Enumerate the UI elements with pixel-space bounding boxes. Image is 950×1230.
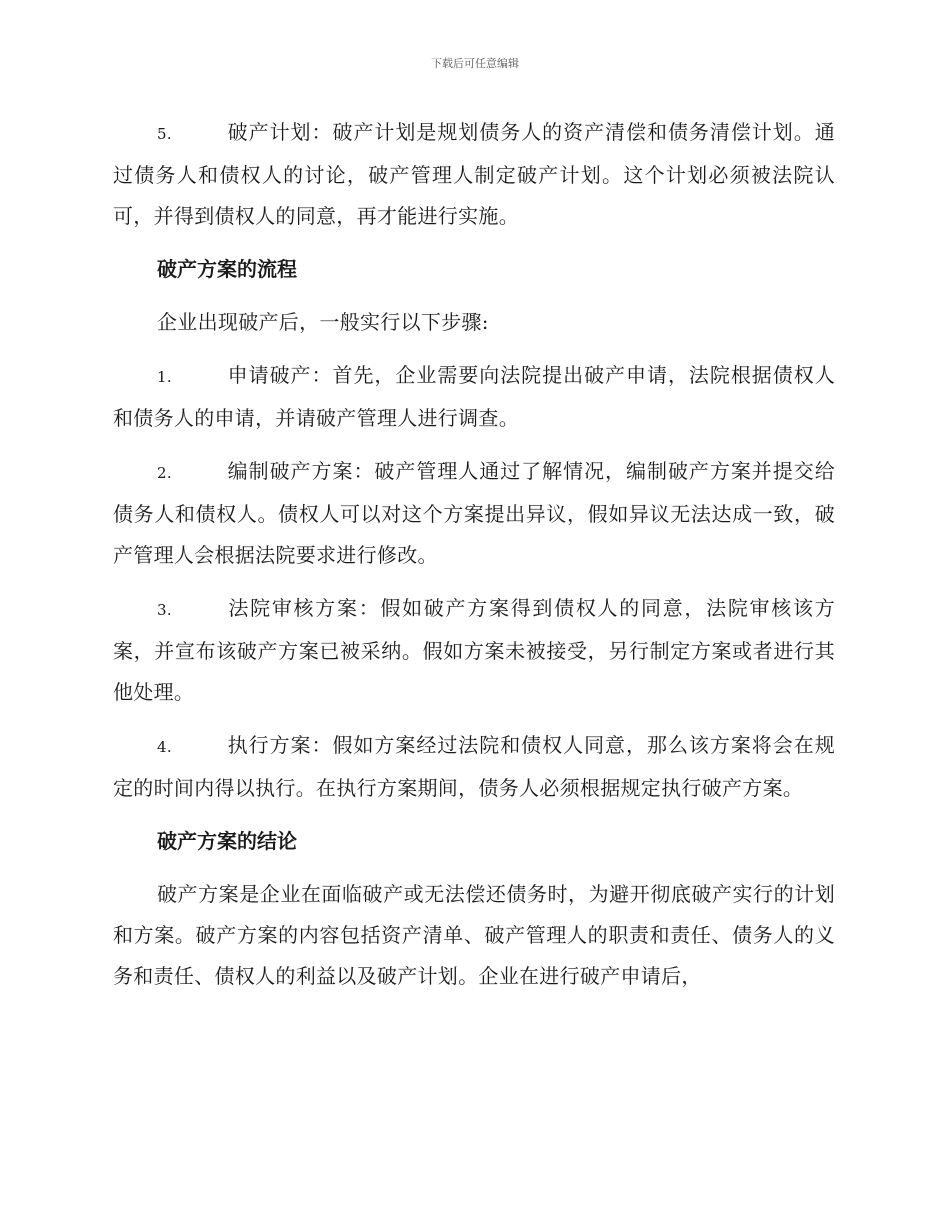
list-number: 2.	[157, 464, 172, 482]
section-intro: 企业出现破产后，一般实行以下步骤:	[157, 310, 489, 334]
list-number: 4.	[157, 738, 172, 756]
list-number: 1.	[157, 368, 172, 386]
section-heading: 破产方案的结论	[157, 829, 297, 853]
list-item	[113, 451, 835, 576]
list-text: 破产计划：破产计划是规划债务人的资产清偿和债务清偿计划。通过债务人和债权人的讨论，破产管理人制定破产计划。这个计划必须被法院认可，并得到债权人的同意，再才能进行实施。	[113, 120, 835, 228]
list-item	[113, 355, 835, 439]
list-number: 3.	[157, 601, 172, 619]
section-heading: 破产方案的流程	[157, 257, 297, 281]
list-item	[113, 725, 835, 809]
conclusion-paragraph: 破产方案是企业在面临破产或无法偿还债务时，为避开彻底破产实行的计划和方案。破产方案的内容包括资产清单、破产管理人的职责和责任、债务人的义务和责任、债权人的利益以及破产计划。企业在进行破产申请后，	[113, 882, 835, 988]
list-text: 编制破产方案：破产管理人通过了解情况，编制破产方案并提交给债务人和债权人。债权人可以对这个方案提出异议，假如异议无法达成一致，破产管理人会根据法院要求进行修改。	[113, 459, 835, 567]
page-header: 下载后可任意编辑	[431, 57, 519, 70]
list-item	[113, 588, 835, 713]
list-text: 法院审核方案：假如破产方案得到债权人的同意，法院审核该方案，并宣布该破产方案已被采纳。假如方案未被接受，另行制定方案或者进行其他处理。	[113, 596, 835, 704]
list-item	[113, 112, 835, 237]
document-body	[113, 112, 835, 1009]
list-number: 5.	[157, 125, 172, 143]
list-text: 申请破产：首先，企业需要向法院提出破产申请，法院根据债权人和债务人的申请，并请破产管理人进行调查。	[113, 363, 835, 430]
list-text: 执行方案：假如方案经过法院和债权人同意，那么该方案将会在规定的时间内得以执行。在执行方案期间，债务人必须根据规定执行破产方案。	[113, 733, 835, 800]
